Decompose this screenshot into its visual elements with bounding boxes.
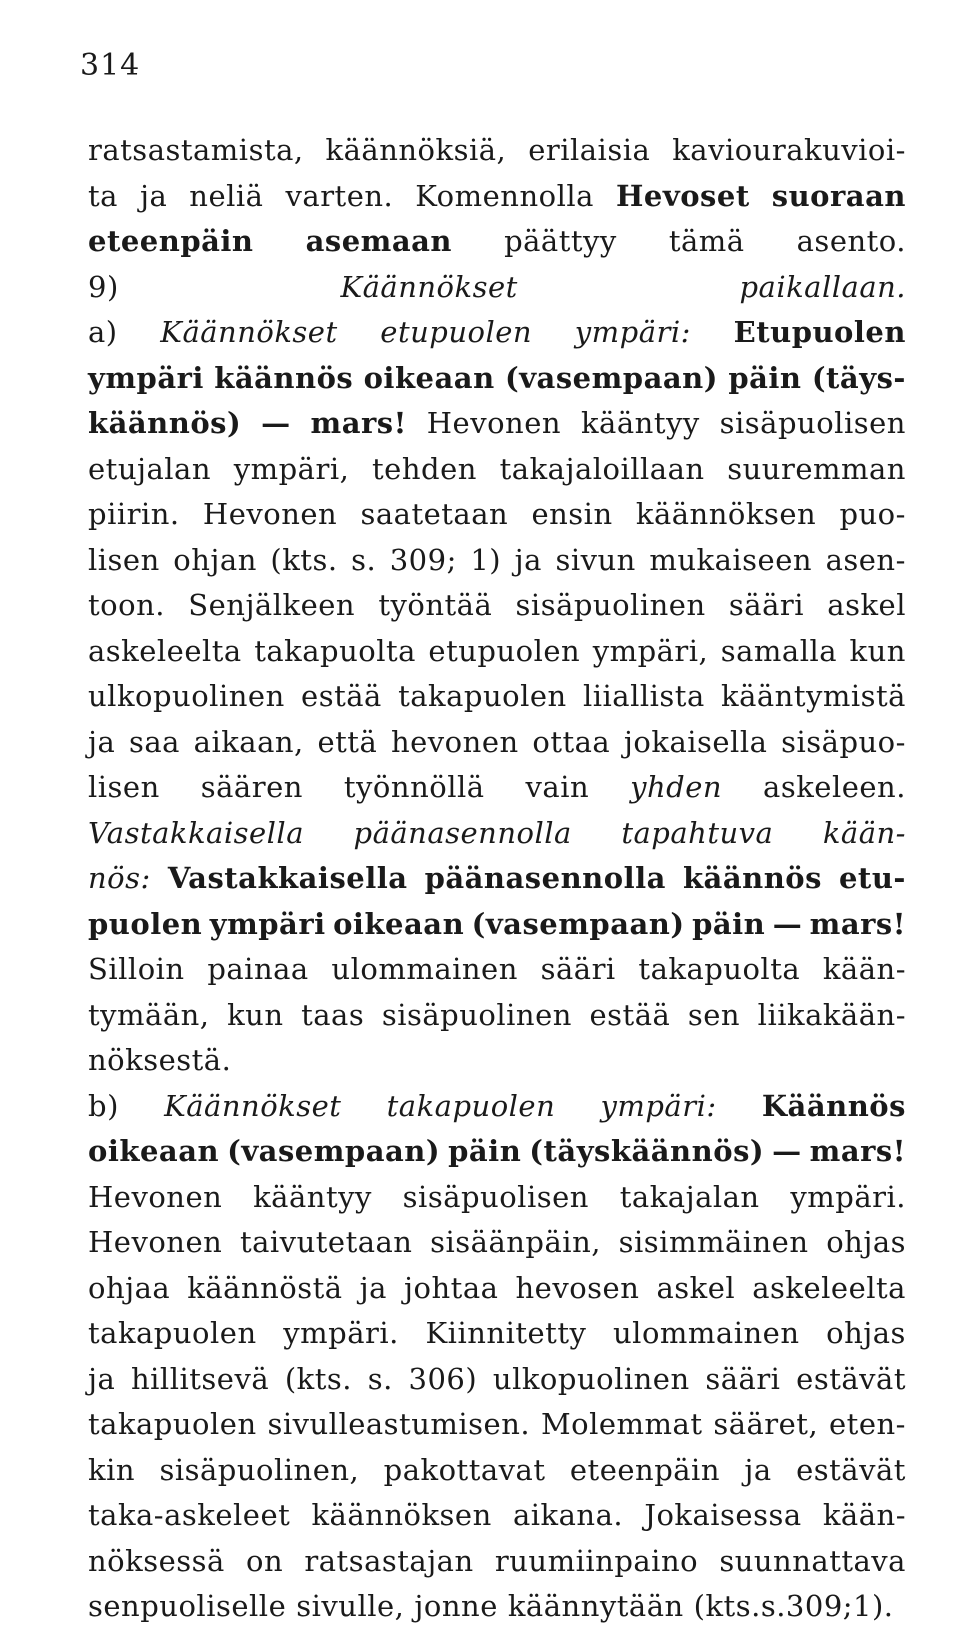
word: taka-askeleet: [88, 1498, 291, 1532]
word: ohjan: [173, 542, 257, 577]
bold-word: asemaan: [305, 224, 452, 258]
word: eten-: [829, 1407, 906, 1441]
word: saatetaan: [360, 497, 509, 531]
word: (kts.: [270, 542, 338, 577]
word: hevosen: [515, 1270, 640, 1305]
italic-word: Käännökset: [160, 315, 338, 349]
word: sääret,: [713, 1407, 819, 1441]
word: sääri: [728, 588, 805, 622]
word: aikana.: [512, 1498, 624, 1532]
bold-word: —: [772, 1134, 802, 1168]
text-line: [88, 1311, 906, 1357]
word: sisimmäinen: [618, 1225, 809, 1259]
word: sääri: [540, 952, 616, 986]
text-line: [88, 401, 906, 447]
text-line: [88, 310, 906, 356]
word: erilaisia: [528, 133, 651, 167]
text-line: [88, 1266, 906, 1312]
bold-word: oikeaan: [363, 360, 495, 395]
word: senpuoliselle: [88, 1589, 287, 1623]
text-line: [88, 993, 906, 1039]
word: tehden: [372, 451, 477, 486]
word: ympäri.: [283, 1316, 399, 1350]
bold-word: (täys-: [811, 360, 906, 395]
word: ulkopuolinen: [88, 679, 285, 713]
text-line: [88, 128, 906, 174]
word: ratsastamista,: [88, 133, 304, 167]
bold-word: käännös: [214, 360, 354, 395]
text-line: [88, 902, 906, 948]
word: lisen: [88, 542, 160, 577]
word: s.: [351, 542, 377, 577]
body-text: [88, 128, 906, 1630]
word: sisäpuolisen: [719, 406, 906, 440]
word: suuremman: [727, 451, 906, 486]
text-line: [88, 765, 906, 811]
word: liiallista: [582, 679, 705, 713]
word: askel: [656, 1270, 736, 1305]
word: ja: [744, 1452, 772, 1487]
bold-word: mars!: [310, 406, 407, 440]
word: sisäänpäin,: [430, 1225, 601, 1259]
word: sivulle,: [296, 1589, 405, 1623]
word: käännöksiä,: [325, 133, 507, 167]
word: takapuolta: [638, 952, 801, 986]
italic-word: nös:: [88, 861, 151, 895]
word: sen: [687, 997, 741, 1032]
word: käännytään: [507, 1589, 684, 1623]
word: 1): [470, 542, 502, 577]
word: askel: [827, 588, 906, 622]
word: kääntyy: [253, 1179, 372, 1214]
bold-word: oikeaan: [88, 1134, 220, 1168]
italic-word: etupuolen: [380, 315, 533, 349]
word: suunnattava: [719, 1543, 906, 1578]
word: ohjas: [826, 1316, 906, 1350]
word: b): [88, 1088, 119, 1123]
word: hillitsevä: [130, 1361, 270, 1396]
word: Senjälkeen: [188, 588, 356, 622]
word: ulkopuolinen: [492, 1361, 690, 1396]
italic-word: päänasennolla: [353, 815, 572, 850]
text-line: [88, 265, 906, 311]
word: Komennolla: [415, 178, 594, 213]
word: ensin: [531, 497, 613, 531]
word: tämä: [668, 224, 745, 258]
word: ja: [514, 542, 542, 577]
word: ulommainen: [613, 1316, 800, 1350]
word: estää: [589, 997, 671, 1032]
italic-word: yhden: [630, 770, 723, 804]
text-line: [88, 583, 906, 629]
word: estävät: [796, 1361, 906, 1396]
word: kääntyy: [580, 406, 700, 440]
bold-word: Etupuolen: [733, 315, 906, 349]
text-line: [88, 811, 906, 857]
bold-word: käännös): [88, 406, 242, 440]
word: Hevonen: [88, 1179, 223, 1214]
bold-word: ympäri: [209, 906, 326, 941]
word: piirin.: [88, 497, 180, 531]
word: ratsastajan: [304, 1543, 474, 1578]
bold-word: etu-: [838, 861, 906, 895]
word: Silloin: [88, 952, 185, 986]
word: ympäri,: [233, 451, 350, 486]
word: takapuolen: [88, 1316, 257, 1350]
word: askeleelta: [88, 633, 242, 668]
italic-word: tapahtuva: [621, 815, 774, 850]
word: takajalan: [619, 1179, 760, 1214]
text-line: [88, 356, 906, 402]
word: Hevonen: [426, 406, 562, 440]
word: ohjas: [826, 1225, 906, 1259]
italic-word: takapuolen: [386, 1088, 556, 1123]
bold-word: oikeaan: [333, 906, 465, 941]
word: estää: [301, 679, 382, 713]
word: vain: [525, 770, 590, 804]
bold-word: eteenpäin: [88, 224, 254, 258]
word: kään-: [822, 1498, 906, 1532]
bold-word: (täyskäännös): [529, 1134, 765, 1168]
bold-word: Vastakkaisella: [167, 861, 408, 895]
text-line: [88, 538, 906, 584]
word: hevonen: [390, 724, 519, 759]
word: kääntymistä: [721, 679, 906, 713]
word: takajaloillaan: [499, 451, 705, 486]
word: a): [88, 315, 118, 349]
text-line: [88, 1493, 906, 1539]
text-line: [88, 1357, 906, 1403]
word: on: [246, 1543, 284, 1578]
word: ympäri.: [790, 1179, 906, 1214]
word: (kts.: [284, 1361, 352, 1396]
bold-word: Hevoset: [616, 178, 750, 213]
bold-word: (vasempaan): [227, 1134, 441, 1168]
text-line: [88, 1038, 906, 1084]
text-line: [88, 492, 906, 538]
word: että: [317, 724, 378, 759]
word: sivulleastumisen.: [267, 1407, 531, 1441]
word: 9): [88, 269, 119, 304]
word: eteenpäin: [569, 1452, 721, 1487]
word: ta: [88, 178, 118, 213]
bold-word: päin: [692, 906, 766, 941]
word: päättyy: [504, 224, 617, 258]
word: työntää: [378, 588, 493, 622]
word: kun: [227, 997, 284, 1032]
word: ottaa: [532, 724, 611, 759]
word: askeleelta: [752, 1270, 906, 1305]
word: ruumiinpaino: [494, 1543, 699, 1578]
word: 309;: [389, 542, 457, 577]
text-line: [88, 1220, 906, 1266]
word: etujalan: [88, 451, 212, 486]
word: Hevonen: [88, 1225, 223, 1259]
word: Jokaisessa: [644, 1498, 802, 1532]
word: ja: [88, 1361, 116, 1396]
word: ulommainen: [331, 952, 518, 986]
word: neliä: [189, 178, 264, 213]
italic-word: ympäri:: [574, 315, 691, 349]
word: ja: [139, 178, 168, 213]
text-line: [88, 629, 906, 675]
word: varten.: [285, 178, 394, 213]
word: samalla: [720, 633, 838, 668]
bold-word: päin: [728, 360, 802, 395]
bold-word: käännös: [682, 861, 822, 895]
bold-word: —: [261, 406, 291, 440]
word: askeleen.: [763, 770, 906, 804]
word: nöksessä: [88, 1543, 225, 1578]
italic-word: Käännökset: [340, 269, 518, 304]
word: jonne: [414, 1589, 498, 1623]
word: estävät: [796, 1452, 906, 1487]
word: sisäpuolinen: [515, 588, 706, 622]
word: painaa: [207, 952, 309, 986]
word: tymään,: [88, 997, 210, 1032]
word: (kts.s.309;1).: [693, 1589, 894, 1623]
text-line: [88, 1129, 906, 1175]
italic-word: ympäri:: [600, 1088, 717, 1123]
text-line: [88, 674, 906, 720]
page-number: 314: [80, 48, 141, 83]
text-line: [88, 947, 906, 993]
word: asento.: [796, 224, 906, 258]
italic-word: Vastakkaisella: [88, 815, 304, 850]
bold-word: mars!: [809, 1134, 906, 1168]
word: sääri: [705, 1361, 781, 1396]
text-line: [88, 219, 906, 265]
word: työnnöllä: [343, 770, 485, 804]
word: 306): [408, 1361, 478, 1396]
word: kun: [849, 633, 906, 668]
word: käännöksen: [311, 1498, 492, 1532]
word: takapuolta: [254, 633, 416, 668]
text-line: [88, 1084, 906, 1130]
italic-word: kään-: [822, 815, 906, 850]
text-line: [88, 447, 906, 493]
word: nöksestä.: [88, 1043, 232, 1077]
text-line: [88, 1584, 906, 1630]
word: taivutetaan: [239, 1225, 413, 1259]
text-line: [88, 1175, 906, 1221]
text-line: [88, 856, 906, 902]
word: s.: [367, 1361, 393, 1396]
word: etupuolen: [428, 633, 581, 668]
word: säären: [200, 770, 303, 804]
word: puo-: [839, 497, 906, 531]
word: sivun: [555, 542, 636, 577]
bold-word: —: [772, 906, 803, 941]
word: jokaisella: [623, 724, 768, 759]
word: liikakään-: [757, 997, 906, 1032]
text-line: [88, 720, 906, 766]
bold-word: (vasempaan): [504, 360, 718, 395]
word: ohjaa: [88, 1270, 171, 1305]
word: Hevonen: [202, 497, 338, 531]
word: sisäpuo-: [781, 724, 906, 759]
bold-word: päin: [448, 1134, 522, 1168]
word: Kiinnitetty: [425, 1316, 587, 1350]
bold-word: puolen: [88, 906, 203, 941]
word: Molemmat: [540, 1407, 703, 1441]
word: johtaa: [404, 1270, 499, 1305]
word: mukaiseen: [649, 542, 813, 577]
word: lisen: [88, 770, 160, 804]
word: käännöksen: [635, 497, 817, 531]
word: käännöstä: [187, 1270, 343, 1305]
word: aikaan,: [193, 724, 304, 759]
text-line: [88, 1539, 906, 1585]
word: kään-: [822, 952, 906, 986]
text-line: [88, 1448, 906, 1494]
word: ja: [88, 724, 116, 759]
word: saa: [128, 724, 180, 759]
word: sisäpuolisen: [402, 1179, 589, 1214]
bold-word: suoraan: [771, 178, 906, 213]
italic-word: paikallaan.: [739, 269, 906, 304]
text-line: [88, 1402, 906, 1448]
word: kaviourakuvioi-: [672, 133, 906, 167]
word: kin: [88, 1452, 136, 1487]
bold-word: (vasempaan): [471, 906, 685, 941]
word: taas: [301, 997, 365, 1032]
bold-word: päänasennolla: [424, 861, 666, 895]
bold-word: Käännös: [761, 1088, 906, 1123]
italic-word: Käännökset: [164, 1088, 342, 1123]
word: sisäpuolinen: [381, 997, 572, 1032]
word: pakottavat: [383, 1452, 546, 1487]
word: sisäpuolinen,: [159, 1452, 360, 1487]
word: toon.: [88, 588, 165, 622]
word: ja: [359, 1270, 387, 1305]
word: takapuolen: [398, 679, 567, 713]
word: asen-: [825, 542, 906, 577]
text-line: [88, 174, 906, 220]
bold-word: ympäri: [88, 360, 204, 395]
word: ympäri,: [592, 633, 709, 668]
word: takapuolen: [88, 1407, 257, 1441]
bold-word: mars!: [809, 906, 906, 941]
